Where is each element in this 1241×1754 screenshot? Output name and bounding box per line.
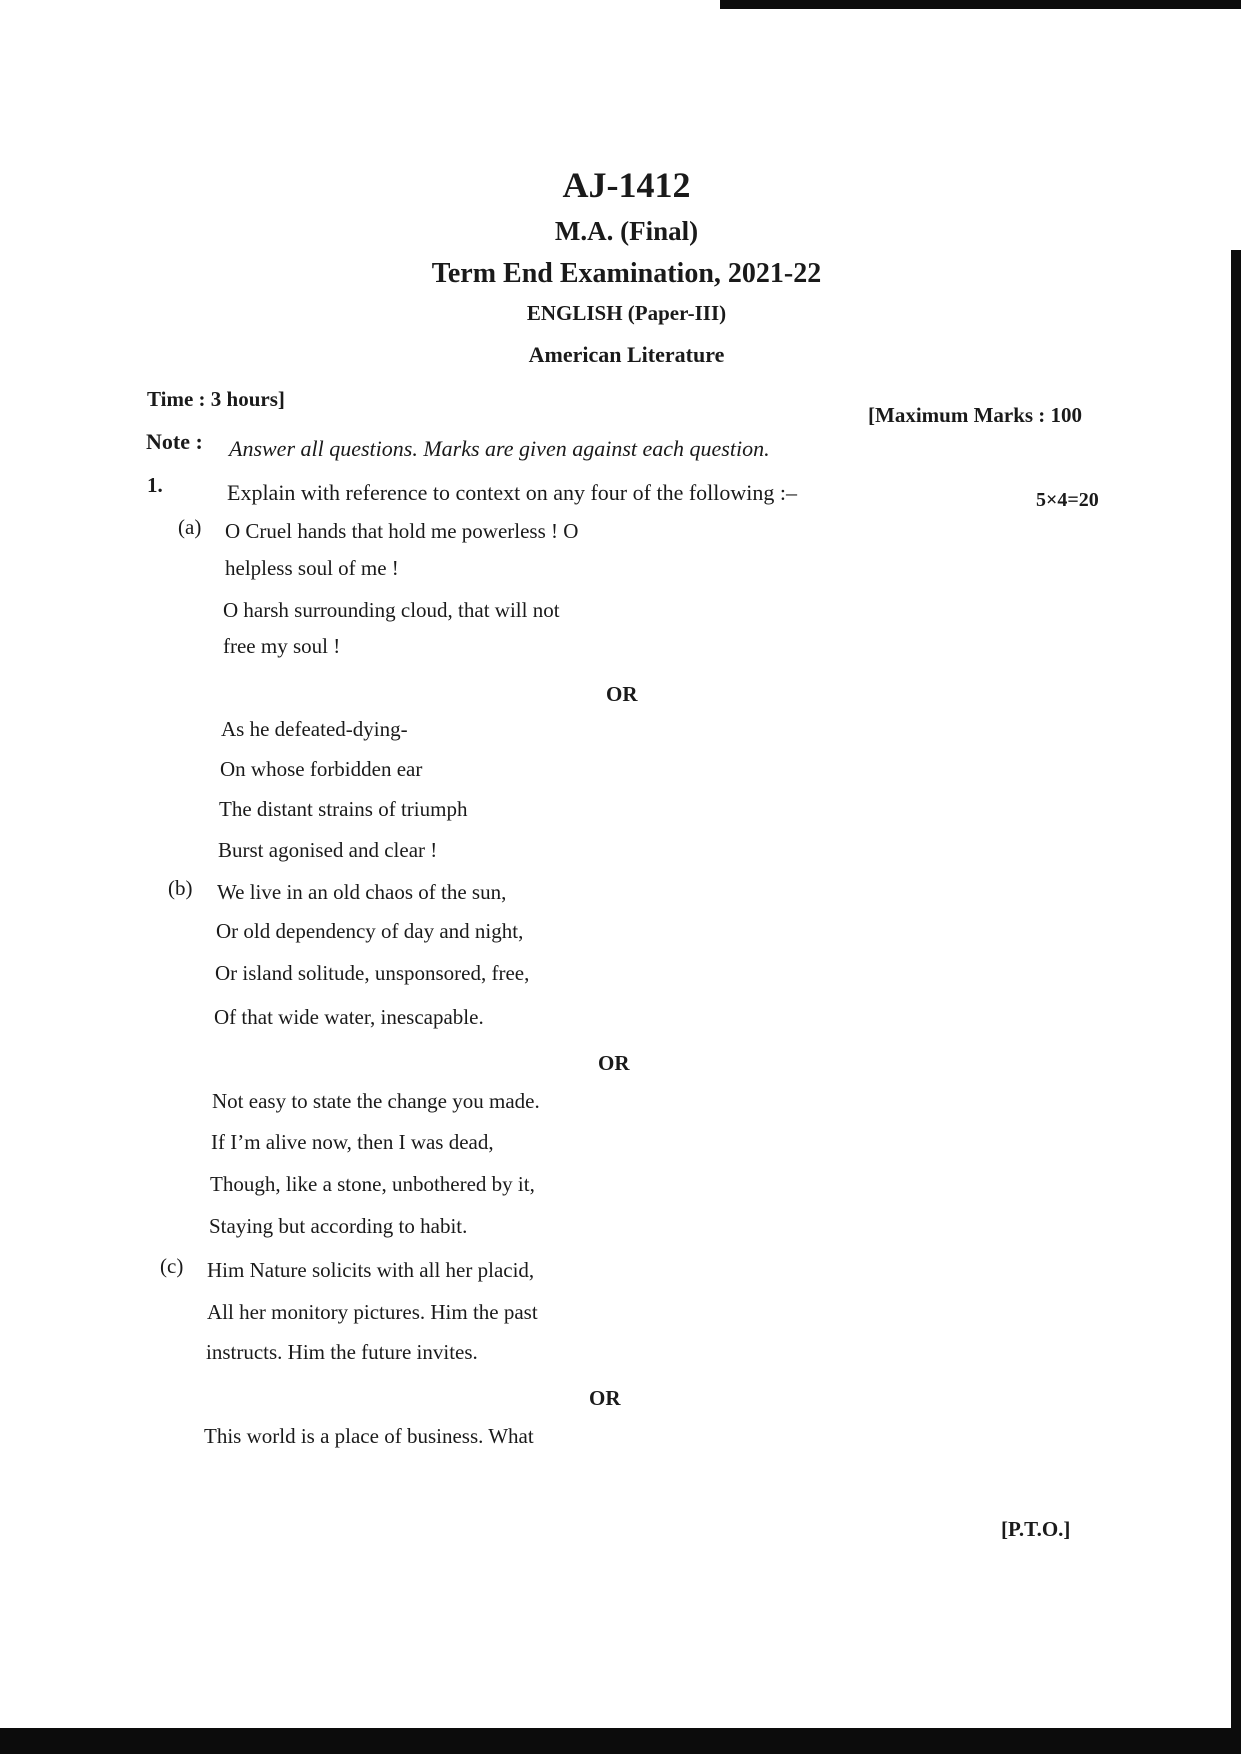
time-allowed: Time : 3 hours] — [147, 387, 285, 411]
note-text: Answer all questions. Marks are given against each question. — [229, 436, 770, 461]
part-a-alt-line: The distant strains of triumph — [219, 797, 468, 821]
part-b-line: Or island solitude, unsponsored, free, — [215, 961, 530, 985]
exam-title: Term End Examination, 2021-22 — [431, 258, 822, 289]
scan-border-right — [1231, 250, 1241, 1754]
part-b-label: (b) — [168, 876, 193, 900]
part-c-line: instructs. Him the future invites. — [206, 1340, 478, 1364]
note-label: Note : — [146, 429, 203, 454]
part-b-alt-line: If I’m alive now, then I was dead, — [211, 1130, 494, 1154]
part-a-line: free my soul ! — [223, 634, 341, 658]
scan-border-top — [720, 0, 1241, 9]
part-a-alt-line: As he defeated-dying- — [221, 717, 408, 741]
part-a-line: O Cruel hands that hold me powerless ! O — [225, 519, 579, 543]
part-b-line: We live in an old chaos of the sun, — [217, 880, 507, 904]
part-b-alt-line: Staying but according to habit. — [209, 1214, 468, 1238]
paper-title: American Literature — [528, 342, 725, 367]
subject-title: ENGLISH (Paper-III) — [526, 301, 727, 325]
part-b-alt-line: Not easy to state the change you made. — [212, 1089, 540, 1113]
part-a-label: (a) — [178, 515, 202, 539]
part-a-alt-line: Burst agonised and clear ! — [218, 838, 438, 862]
part-c-line: All her monitory pictures. Him the past — [207, 1300, 538, 1324]
part-b-alt-line: Though, like a stone, unbothered by it, — [210, 1172, 535, 1196]
part-c-label: (c) — [160, 1254, 184, 1278]
part-a-line: O harsh surrounding cloud, that will not — [223, 598, 560, 622]
question-marks: 5×4=20 — [1036, 489, 1099, 511]
question-text: Explain with reference to context on any four of the following :– — [227, 480, 797, 505]
or-divider: OR — [589, 1386, 621, 1410]
or-divider: OR — [598, 1051, 630, 1075]
paper-code: AJ-1412 — [562, 165, 691, 205]
part-c-line: Him Nature solicits with all her placid, — [207, 1258, 535, 1282]
part-b-line: Or old dependency of day and night, — [216, 919, 524, 943]
maximum-marks: [Maximum Marks : 100 — [868, 403, 1083, 427]
or-divider: OR — [606, 682, 638, 706]
part-b-line: Of that wide water, inescapable. — [214, 1005, 484, 1029]
part-a-alt-line: On whose forbidden ear — [220, 757, 423, 781]
pto-label: [P.T.O.] — [1001, 1517, 1071, 1541]
scan-border-bottom — [0, 1728, 1241, 1754]
degree-title: M.A. (Final) — [554, 216, 699, 246]
question-number: 1. — [147, 473, 163, 497]
part-a-line: helpless soul of me ! — [225, 556, 399, 580]
part-c-alt-line: This world is a place of business. What — [204, 1424, 534, 1448]
